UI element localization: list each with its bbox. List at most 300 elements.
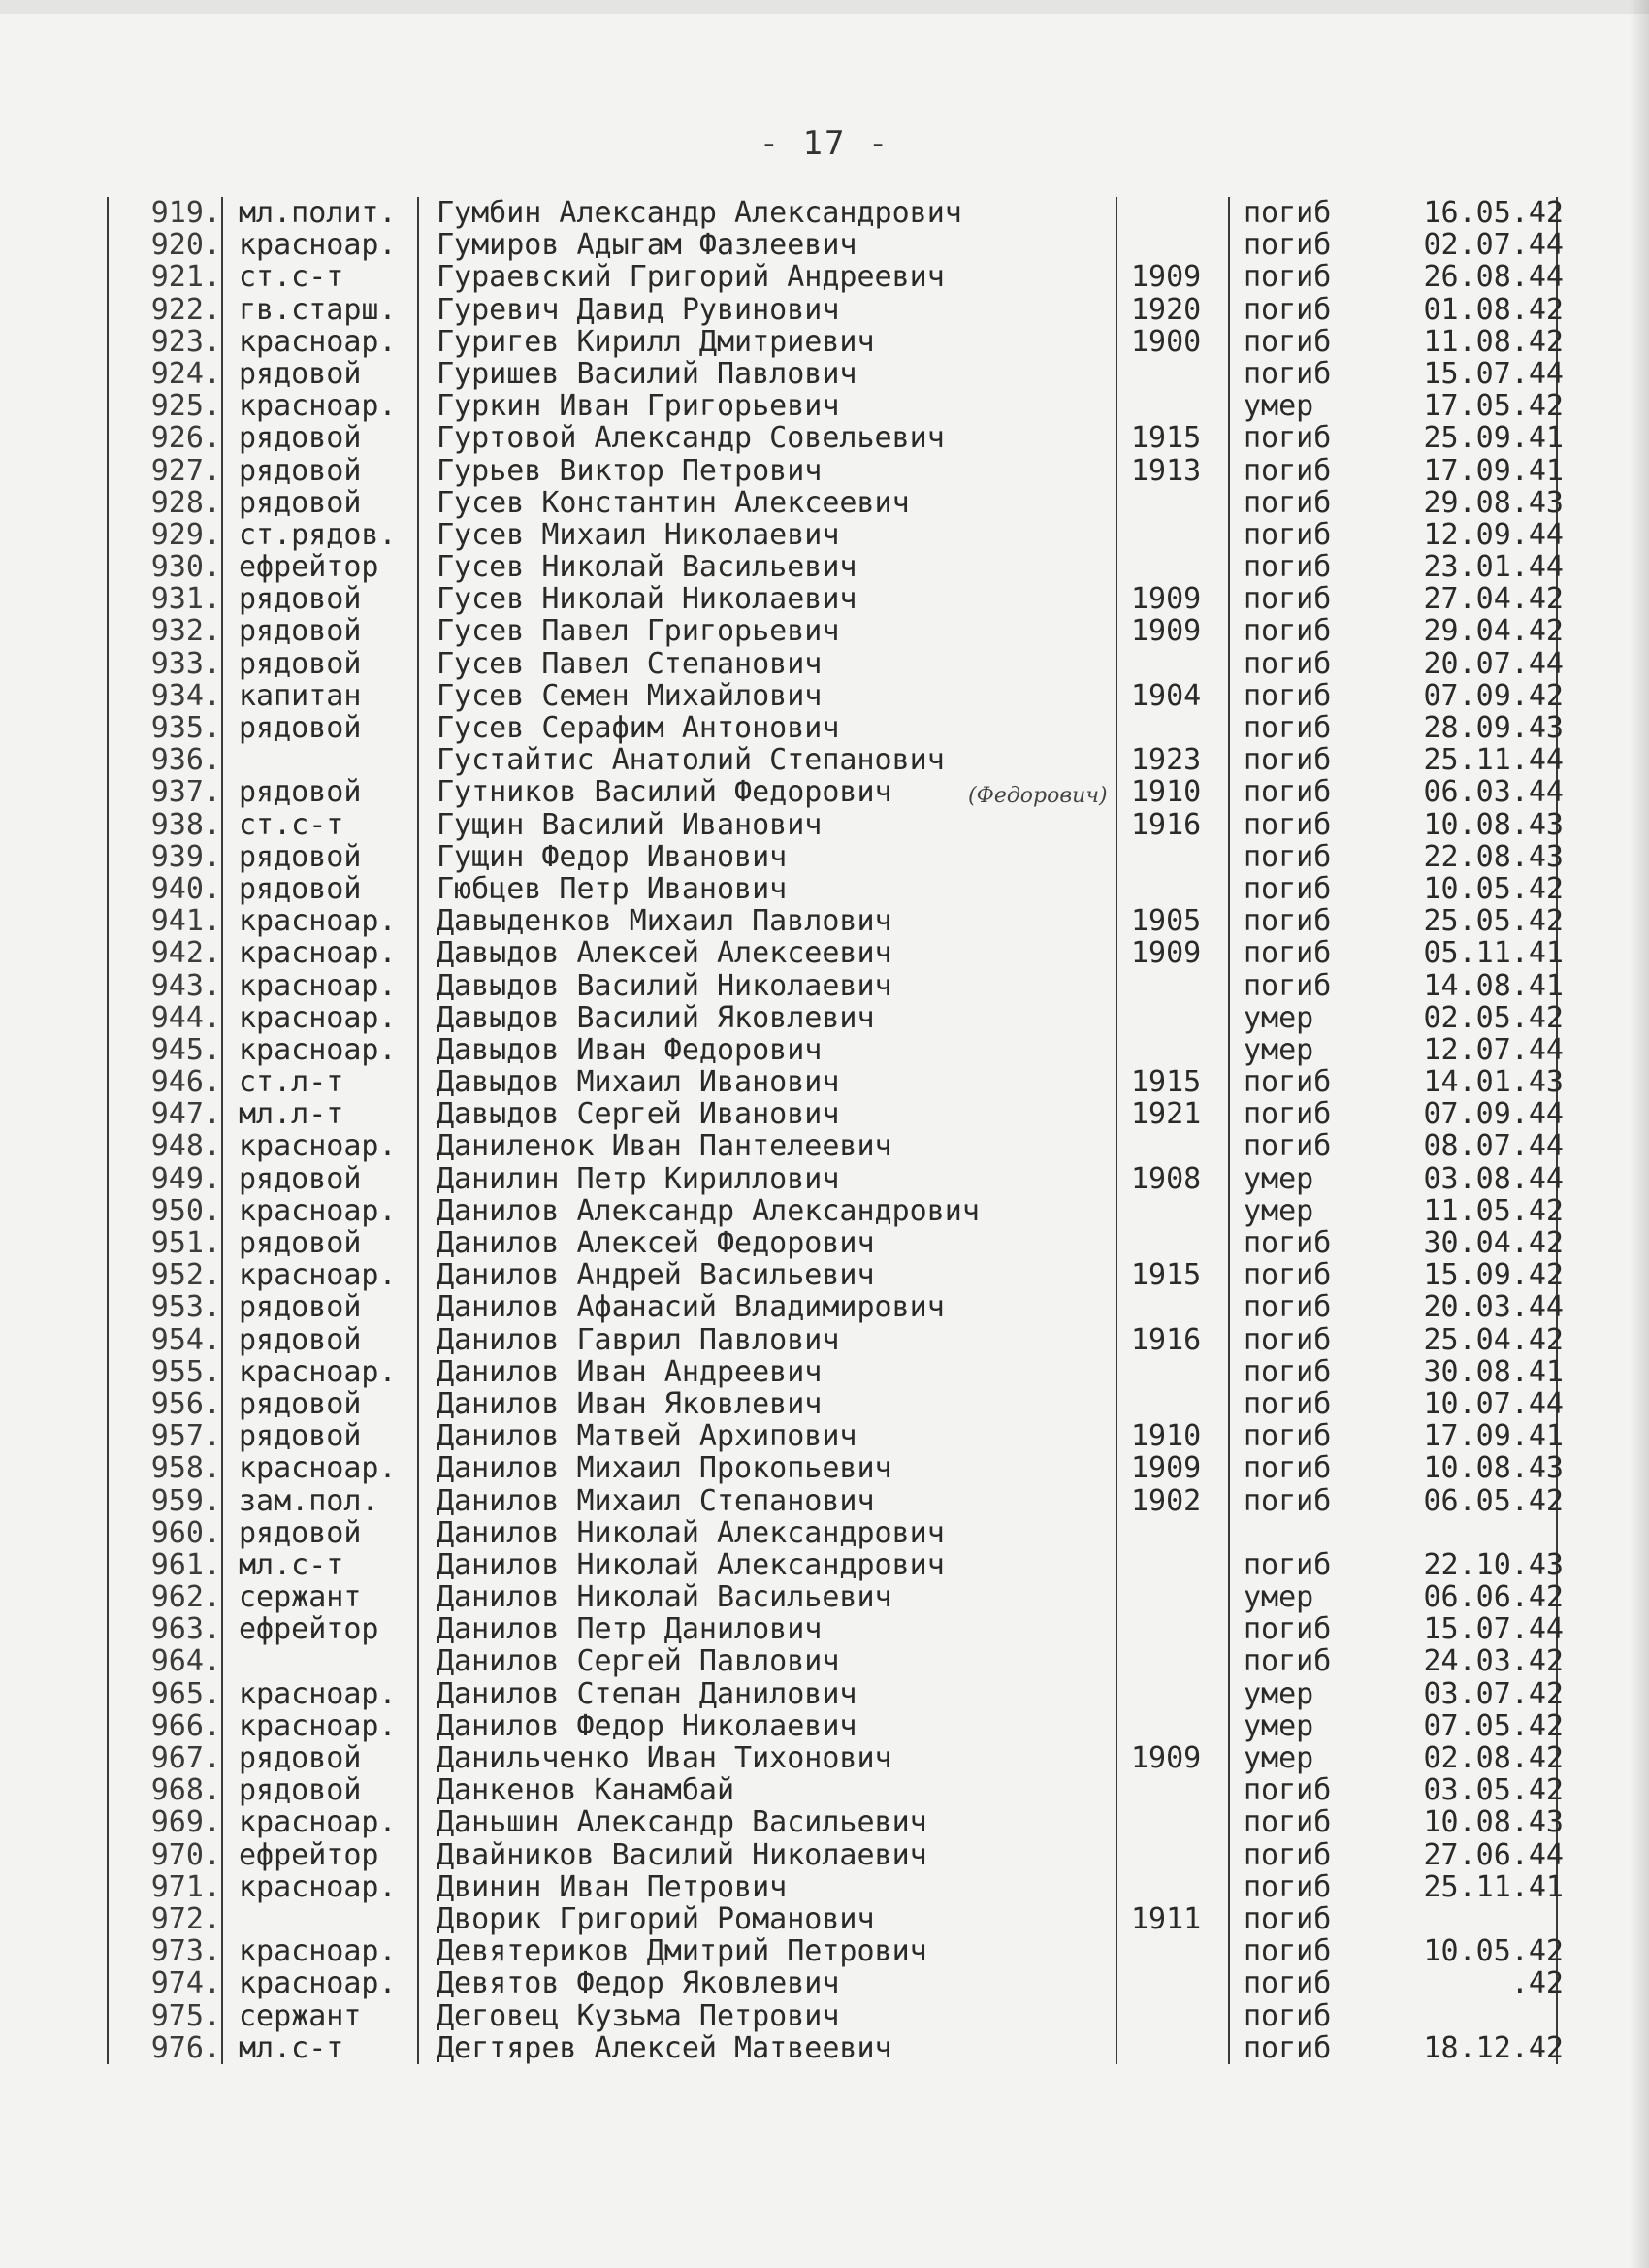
fate-status: погиб [1244, 1806, 1332, 1839]
date-of-death: 16.05.42 [1423, 197, 1564, 229]
column-rule [221, 1774, 223, 1806]
military-rank: зам.пол. [239, 1484, 379, 1517]
entry-number: 926. [150, 422, 221, 455]
column-rule [107, 970, 109, 1002]
column-rule [107, 583, 109, 615]
column-rule [221, 1098, 223, 1130]
entry-number: 931. [150, 583, 221, 616]
fate-status: погиб [1244, 1613, 1332, 1646]
column-rule [221, 1613, 223, 1645]
column-rule [107, 1098, 109, 1130]
military-rank: красноар. [239, 905, 397, 938]
date-of-death: 25.04.42 [1423, 1323, 1564, 1356]
full-name: Гутников Василий Федорович [436, 776, 892, 809]
date-of-death: 02.05.42 [1423, 1001, 1564, 1034]
entry-number: 950. [150, 1194, 221, 1227]
column-rule [221, 1420, 223, 1452]
military-rank: рядовой [239, 357, 362, 390]
birth-year: 1916 [1131, 1323, 1202, 1356]
column-rule [107, 809, 109, 841]
military-rank: рядовой [239, 1387, 362, 1420]
date-of-death: 22.10.43 [1423, 1548, 1564, 1581]
date-of-death: 03.05.42 [1423, 1774, 1564, 1807]
table-row [114, 1195, 1569, 1227]
column-rule [107, 1935, 109, 1967]
column-rule [221, 744, 223, 776]
military-rank: рядовой [239, 1291, 362, 1324]
birth-year: 1915 [1131, 1066, 1202, 1099]
fate-status: погиб [1244, 1967, 1332, 2000]
column-rule [107, 1903, 109, 1935]
table-row [114, 615, 1569, 647]
fate-status: погиб [1244, 454, 1332, 487]
fate-status: погиб [1244, 776, 1332, 809]
full-name: Данилов Иван Яковлевич [436, 1387, 823, 1420]
full-name: Дегтярев Алексей Матвеевич [436, 2031, 892, 2064]
column-rule [221, 294, 223, 326]
fate-status: погиб [1244, 1774, 1332, 1807]
column-rule [221, 197, 223, 229]
table-row [114, 1613, 1569, 1645]
entry-number: 965. [150, 1677, 221, 1710]
column-rule [221, 615, 223, 647]
full-name: Гумиров Адыгам Фазлеевич [436, 229, 857, 262]
fate-status: погиб [1244, 679, 1332, 712]
column-rule [107, 1002, 109, 1034]
date-of-death: 10.08.43 [1423, 1806, 1564, 1839]
full-name: Гуришев Василий Павлович [436, 357, 857, 390]
full-name: Данилов Степан Данилович [436, 1677, 857, 1710]
military-rank: рядовой [239, 454, 362, 487]
date-of-death: .42 [1510, 1967, 1564, 2000]
column-rule [221, 1195, 223, 1227]
fate-status: погиб [1244, 712, 1332, 744]
military-rank: красноар. [239, 1806, 397, 1839]
full-name: Данилов Алексей Федорович [436, 1227, 875, 1259]
military-rank: ефрейтор [239, 1838, 379, 1871]
date-of-death: 27.06.44 [1423, 1838, 1564, 1871]
entry-number: 958. [150, 1452, 221, 1485]
birth-year: 1909 [1131, 1452, 1202, 1485]
column-rule [221, 1517, 223, 1549]
column-rule [107, 873, 109, 905]
fate-status: погиб [1244, 1098, 1332, 1131]
fate-status: погиб [1244, 357, 1332, 390]
entry-number: 949. [150, 1162, 221, 1195]
entry-number: 934. [150, 679, 221, 712]
column-rule [107, 648, 109, 680]
table-row [114, 809, 1569, 841]
column-rule [221, 455, 223, 487]
column-rule [221, 229, 223, 261]
column-rule [107, 1645, 109, 1677]
column-rule [221, 1452, 223, 1484]
entry-number: 922. [150, 293, 221, 326]
table-row [114, 2032, 1569, 2064]
full-name: Гусев Серафим Антонович [436, 712, 840, 744]
full-name: Гусев Михаил Николаевич [436, 518, 840, 551]
column-rule [221, 1356, 223, 1388]
full-name: Гусев Павел Степанович [436, 647, 823, 680]
fate-status: погиб [1244, 840, 1332, 873]
table-row [114, 2000, 1569, 2032]
column-rule [107, 229, 109, 261]
column-rule [221, 1549, 223, 1581]
entry-number: 970. [150, 1838, 221, 1871]
table-row [114, 648, 1569, 680]
entry-number: 942. [150, 937, 221, 970]
fate-status: погиб [1244, 229, 1332, 262]
column-rule [221, 390, 223, 422]
full-name: Давыденков Михаил Павлович [436, 905, 892, 938]
column-rule [107, 905, 109, 937]
column-rule [221, 1485, 223, 1517]
date-of-death: 30.08.41 [1423, 1355, 1564, 1388]
table-row [114, 1678, 1569, 1710]
military-rank: красноар. [239, 1967, 397, 2000]
date-of-death: 17.09.41 [1423, 454, 1564, 487]
full-name: Густайтис Анатолий Степанович [436, 744, 945, 777]
column-rule [221, 1066, 223, 1098]
birth-year: 1904 [1131, 679, 1202, 712]
full-name: Даниленок Иван Пантелеевич [436, 1130, 892, 1163]
column-rule [107, 358, 109, 390]
birth-year: 1908 [1131, 1162, 1202, 1195]
table-row [114, 1903, 1569, 1935]
military-rank: красноар. [239, 1677, 397, 1710]
fate-status: погиб [1244, 615, 1332, 648]
entry-number: 969. [150, 1806, 221, 1839]
entry-number: 954. [150, 1323, 221, 1356]
full-name: Гюбцев Петр Иванович [436, 872, 788, 905]
military-rank: рядовой [239, 1742, 362, 1774]
date-of-death: 06.05.42 [1423, 1484, 1564, 1517]
military-rank: красноар. [239, 390, 397, 423]
military-rank: ст.л-т [239, 1066, 344, 1099]
column-rule [221, 487, 223, 519]
full-name: Давыдов Иван Федорович [436, 1033, 823, 1066]
full-name: Девятериков Дмитрий Петрович [436, 1935, 927, 1968]
column-rule [221, 1678, 223, 1710]
date-of-death: 05.11.41 [1423, 937, 1564, 970]
date-of-death: 03.07.42 [1423, 1677, 1564, 1710]
column-rule [107, 1066, 109, 1098]
date-of-death: 10.05.42 [1423, 1935, 1564, 1968]
military-rank: мл.л-т [239, 1098, 344, 1131]
column-rule [107, 390, 109, 422]
entry-number: 947. [150, 1098, 221, 1131]
fate-status: погиб [1244, 1291, 1332, 1324]
fate-status: погиб [1244, 744, 1332, 777]
column-rule [107, 1388, 109, 1420]
fate-status: погиб [1244, 969, 1332, 1002]
fate-status: погиб [1244, 1355, 1332, 1388]
column-rule [221, 680, 223, 712]
entry-number: 964. [150, 1645, 221, 1678]
handwritten-note: (Федорович) [968, 784, 1108, 808]
column-rule [107, 1227, 109, 1259]
fate-status: погиб [1244, 1645, 1332, 1678]
column-rule [221, 2032, 223, 2064]
table-row [114, 294, 1569, 326]
column-rule [1556, 1903, 1558, 1935]
column-rule [221, 970, 223, 1002]
table-row [114, 519, 1569, 551]
entry-number: 973. [150, 1935, 221, 1968]
full-name: Двайников Василий Николаевич [436, 1838, 927, 1871]
military-rank: мл.полит. [239, 197, 397, 229]
table-row [114, 744, 1569, 776]
table-row [114, 1388, 1569, 1420]
entry-number: 948. [150, 1130, 221, 1163]
entry-number: 952. [150, 1259, 221, 1292]
column-rule [107, 1517, 109, 1549]
column-rule [107, 1452, 109, 1484]
date-of-death: 11.05.42 [1423, 1194, 1564, 1227]
column-rule [221, 905, 223, 937]
entry-number: 962. [150, 1581, 221, 1614]
military-rank: рядовой [239, 1227, 362, 1259]
entry-number: 937. [150, 776, 221, 809]
date-of-death: 28.09.43 [1423, 712, 1564, 744]
full-name: Данилов Федор Николаевич [436, 1709, 857, 1742]
scan-top-edge [0, 0, 1649, 14]
full-name: Гуртовой Александр Совельевич [436, 422, 945, 455]
fate-status: погиб [1244, 1227, 1332, 1259]
military-rank: ефрейтор [239, 551, 379, 584]
column-rule [107, 1163, 109, 1195]
table-row [114, 1163, 1569, 1195]
column-rule [107, 1806, 109, 1838]
column-rule [107, 712, 109, 744]
military-rank: ефрейтор [239, 1613, 379, 1646]
column-rule [107, 744, 109, 776]
column-rule [221, 1291, 223, 1323]
date-of-death: 18.12.42 [1423, 2031, 1564, 2064]
column-rule [221, 1935, 223, 1967]
full-name: Данилов Иван Андреевич [436, 1355, 823, 1388]
table-row [114, 1130, 1569, 1162]
full-name: Данилов Афанасий Владимирович [436, 1291, 945, 1324]
military-rank: рядовой [239, 1323, 362, 1356]
table-row [114, 1742, 1569, 1774]
military-rank: ст.рядов. [239, 518, 397, 551]
column-rule [221, 1581, 223, 1613]
entry-number: 959. [150, 1484, 221, 1517]
entry-number: 928. [150, 486, 221, 519]
fate-status: погиб [1244, 486, 1332, 519]
column-rule [107, 551, 109, 583]
date-of-death: 27.04.42 [1423, 583, 1564, 616]
column-rule [107, 1967, 109, 1999]
entry-number: 939. [150, 840, 221, 873]
table-row [114, 1839, 1569, 1871]
fate-status: погиб [1244, 1902, 1332, 1935]
entry-number: 944. [150, 1001, 221, 1034]
column-rule [107, 1291, 109, 1323]
fate-status: погиб [1244, 647, 1332, 680]
full-name: Гусев Николай Николаевич [436, 583, 857, 616]
full-name: Гусев Константин Алексеевич [436, 486, 910, 519]
column-rule [107, 1839, 109, 1871]
full-name: Гущин Федор Иванович [436, 840, 788, 873]
full-name: Данкенов Канамбай [436, 1774, 735, 1807]
military-rank: рядовой [239, 1774, 362, 1807]
military-rank: красноар. [239, 1709, 397, 1742]
full-name: Данилов Матвей Архипович [436, 1420, 857, 1453]
date-of-death: 17.05.42 [1423, 390, 1564, 423]
table-row [114, 1871, 1569, 1903]
date-of-death: 11.08.42 [1423, 325, 1564, 358]
entry-number: 957. [150, 1420, 221, 1453]
column-rule [107, 1742, 109, 1774]
entry-number: 938. [150, 808, 221, 841]
column-rule [221, 1742, 223, 1774]
full-name: Данилов Гаврил Павлович [436, 1323, 840, 1356]
column-rule [107, 2032, 109, 2064]
table-row [114, 422, 1569, 454]
date-of-death: 29.04.42 [1423, 615, 1564, 648]
date-of-death: 23.01.44 [1423, 551, 1564, 584]
date-of-death: 15.09.42 [1423, 1259, 1564, 1292]
full-name: Гураевский Григорий Андреевич [436, 261, 945, 294]
column-rule [107, 197, 109, 229]
military-rank: красноар. [239, 1259, 397, 1292]
date-of-death: 15.07.44 [1423, 357, 1564, 390]
birth-year: 1902 [1131, 1484, 1202, 1517]
fate-status: погиб [1244, 1935, 1332, 1968]
fate-status: погиб [1244, 551, 1332, 584]
table-row [114, 1098, 1569, 1130]
full-name: Дворик Григорий Романович [436, 1902, 875, 1935]
page-number: - 17 - [759, 124, 890, 163]
column-rule [221, 422, 223, 454]
table-row [114, 551, 1569, 583]
date-of-death: 06.06.42 [1423, 1581, 1564, 1614]
military-rank: красноар. [239, 1001, 397, 1034]
entry-number: 974. [150, 1967, 221, 2000]
military-rank: рядовой [239, 1420, 362, 1453]
column-rule [221, 1806, 223, 1838]
table-row [114, 937, 1569, 969]
fate-status: погиб [1244, 1999, 1332, 2032]
entry-number: 967. [150, 1742, 221, 1774]
full-name: Данилов Сергей Павлович [436, 1645, 840, 1678]
military-rank: рядовой [239, 1516, 362, 1549]
column-rule [221, 841, 223, 873]
military-rank: красноар. [239, 1194, 397, 1227]
full-name: Даньшин Александр Васильевич [436, 1806, 927, 1839]
column-rule [221, 1710, 223, 1742]
fate-status: погиб [1244, 1323, 1332, 1356]
full-name: Данилов Николай Александрович [436, 1516, 945, 1549]
column-rule [221, 1324, 223, 1356]
birth-year: 1909 [1131, 937, 1202, 970]
fate-status: погиб [1244, 583, 1332, 616]
date-of-death: 10.08.43 [1423, 808, 1564, 841]
entry-number: 961. [150, 1548, 221, 1581]
military-rank: красноар. [239, 325, 397, 358]
column-rule [221, 1227, 223, 1259]
date-of-death: 02.07.44 [1423, 229, 1564, 262]
birth-year: 1923 [1131, 744, 1202, 777]
column-rule [107, 2000, 109, 2032]
date-of-death: 30.04.42 [1423, 1227, 1564, 1259]
column-rule [1556, 2000, 1558, 2032]
full-name: Данилов Александр Александрович [436, 1194, 980, 1227]
date-of-death: 03.08.44 [1423, 1162, 1564, 1195]
entry-number: 933. [150, 647, 221, 680]
column-rule [221, 261, 223, 293]
fate-status: умер [1244, 1162, 1314, 1195]
birth-year: 1910 [1131, 1420, 1202, 1453]
column-rule [107, 1356, 109, 1388]
table-row [114, 776, 1569, 808]
column-rule [107, 1613, 109, 1645]
entry-number: 963. [150, 1613, 221, 1646]
column-rule [221, 1903, 223, 1935]
entry-number: 972. [150, 1902, 221, 1935]
full-name: Давыдов Василий Яковлевич [436, 1001, 875, 1034]
entry-number: 955. [150, 1355, 221, 1388]
birth-year: 1920 [1131, 293, 1202, 326]
column-rule [221, 776, 223, 808]
table-row [114, 197, 1569, 229]
column-rule [107, 487, 109, 519]
column-rule [221, 326, 223, 358]
entry-number: 925. [150, 390, 221, 423]
military-rank: красноар. [239, 969, 397, 1002]
full-name: Данилов Николай Александрович [436, 1548, 945, 1581]
fate-status: погиб [1244, 1130, 1332, 1163]
birth-year: 1905 [1131, 905, 1202, 938]
military-rank: красноар. [239, 1355, 397, 1388]
entry-number: 936. [150, 744, 221, 777]
date-of-death: 14.01.43 [1423, 1066, 1564, 1099]
military-rank: ст.с-т [239, 261, 344, 294]
table-row [114, 1066, 1569, 1098]
fate-status: погиб [1244, 1548, 1332, 1581]
military-rank: рядовой [239, 647, 362, 680]
table-row [114, 1549, 1569, 1581]
full-name: Девятов Федор Яковлевич [436, 1967, 840, 2000]
column-rule [1556, 1517, 1558, 1549]
column-rule [107, 1324, 109, 1356]
military-rank: рядовой [239, 615, 362, 648]
entry-number: 927. [150, 454, 221, 487]
column-rule [221, 712, 223, 744]
fate-status: погиб [1244, 261, 1332, 294]
table-row [114, 1806, 1569, 1838]
fate-status: погиб [1244, 197, 1332, 229]
military-rank: рядовой [239, 1162, 362, 1195]
fate-status: погиб [1244, 422, 1332, 455]
fate-status: погиб [1244, 1259, 1332, 1292]
military-rank: красноар. [239, 937, 397, 970]
full-name: Гурьев Виктор Петрович [436, 454, 823, 487]
fate-status: погиб [1244, 1452, 1332, 1485]
fate-status: погиб [1244, 518, 1332, 551]
military-rank: рядовой [239, 712, 362, 744]
fate-status: погиб [1244, 293, 1332, 326]
fate-status: умер [1244, 1581, 1314, 1614]
full-name: Данильченко Иван Тихонович [436, 1742, 892, 1774]
fate-status: погиб [1244, 2031, 1332, 2064]
full-name: Данилов Михаил Прокопьевич [436, 1452, 892, 1485]
birth-year: 1909 [1131, 615, 1202, 648]
column-rule [107, 776, 109, 808]
entry-number: 951. [150, 1227, 221, 1259]
